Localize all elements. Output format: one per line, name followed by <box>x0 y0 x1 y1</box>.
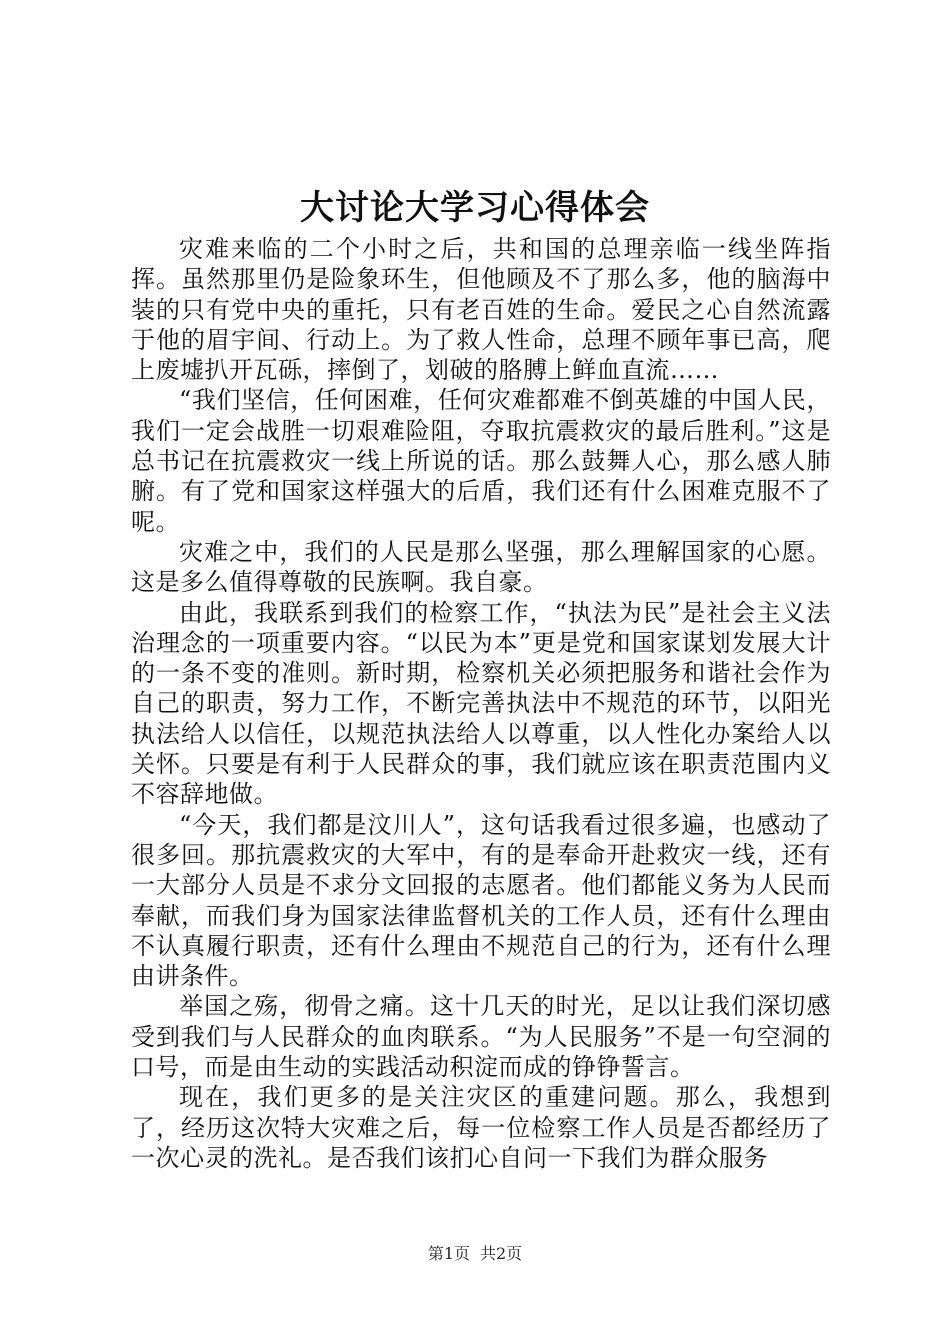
document-title: 大讨论大学习心得体会 <box>300 188 650 228</box>
paragraph: “今天，我们都是汶川人”，这句话我看过很多遍，也感动了很多回。那抗震救灾的大军中，有的是奉命开赴救灾一线，还有一大部分人员是不求分文回报的志愿者。他们都能义务为人民而奉献，而我们身为国家法律监督机关的工作人员，还有什么理由不认真履行职责，还有什么理由不规范自己的行为，还有什么理由讲条件。 <box>131 810 831 991</box>
paragraph: 举国之殇，彻骨之痛。这十几天的时光，足以让我们深切感受到我们与人民群众的血肉联系。“为人民服务”不是一句空洞的口号，而是由生动的实践活动积淀而成的铮铮誓言。 <box>131 992 831 1082</box>
document-body <box>131 234 831 1173</box>
paragraph: 灾难来临的二个小时之后，共和国的总理亲临一线坐阵指挥。虽然那里仍是险象环生，但他顾及不了那么多，他的脑海中装的只有党中央的重托，只有老百姓的生命。爱民之心自然流露于他的眉宇间、行动上。为了救人性命，总理不顾年事已高，爬上废墟扒开瓦砾，摔倒了，划破的胳膊上鲜血直流…… <box>131 235 831 385</box>
page-number-total: 共2页 <box>480 1244 523 1263</box>
page-number-current: 第1页 <box>427 1244 470 1263</box>
paragraph: 由此，我联系到我们的检察工作，“执法为民”是社会主义法治理念的一项重要内容。“以民为本”更是党和国家谋划发展大计的一条不变的准则。新时期，检察机关必须把服务和谐社会作为自己的职责，努力工作，不断完善执法中不规范的环节，以阳光执法给人以信任，以规范执法给人以尊重，以人性化办案给人以关怀。只要是有利于人民群众的事，我们就应该在职责范围内义不容辞地做。 <box>131 598 831 809</box>
paragraph: 现在，我们更多的是关注灾区的重建问题。那么，我想到了，经历这次特大灾难之后，每一位检察工作人员是否都经历了一次心灵的洗礼。是否我们该扪心自问一下我们为群众服务 <box>131 1083 831 1172</box>
paragraph: 灾难之中，我们的人民是那么坚强，那么理解国家的心愿。这是多么值得尊敬的民族啊。我自豪。 <box>131 537 831 597</box>
page-footer <box>0 1242 950 1266</box>
paragraph: “我们坚信，任何困难，任何灾难都难不倒英雄的中国人民，我们一定会战胜一切艰难险阻，夺取抗震救灾的最后胜利。”这是总书记在抗震救灾一线上所说的话。那么鼓舞人心，那么感人肺腑。有了党和国家这样强大的后盾，我们还有什么困难克服不了呢。 <box>131 386 831 536</box>
